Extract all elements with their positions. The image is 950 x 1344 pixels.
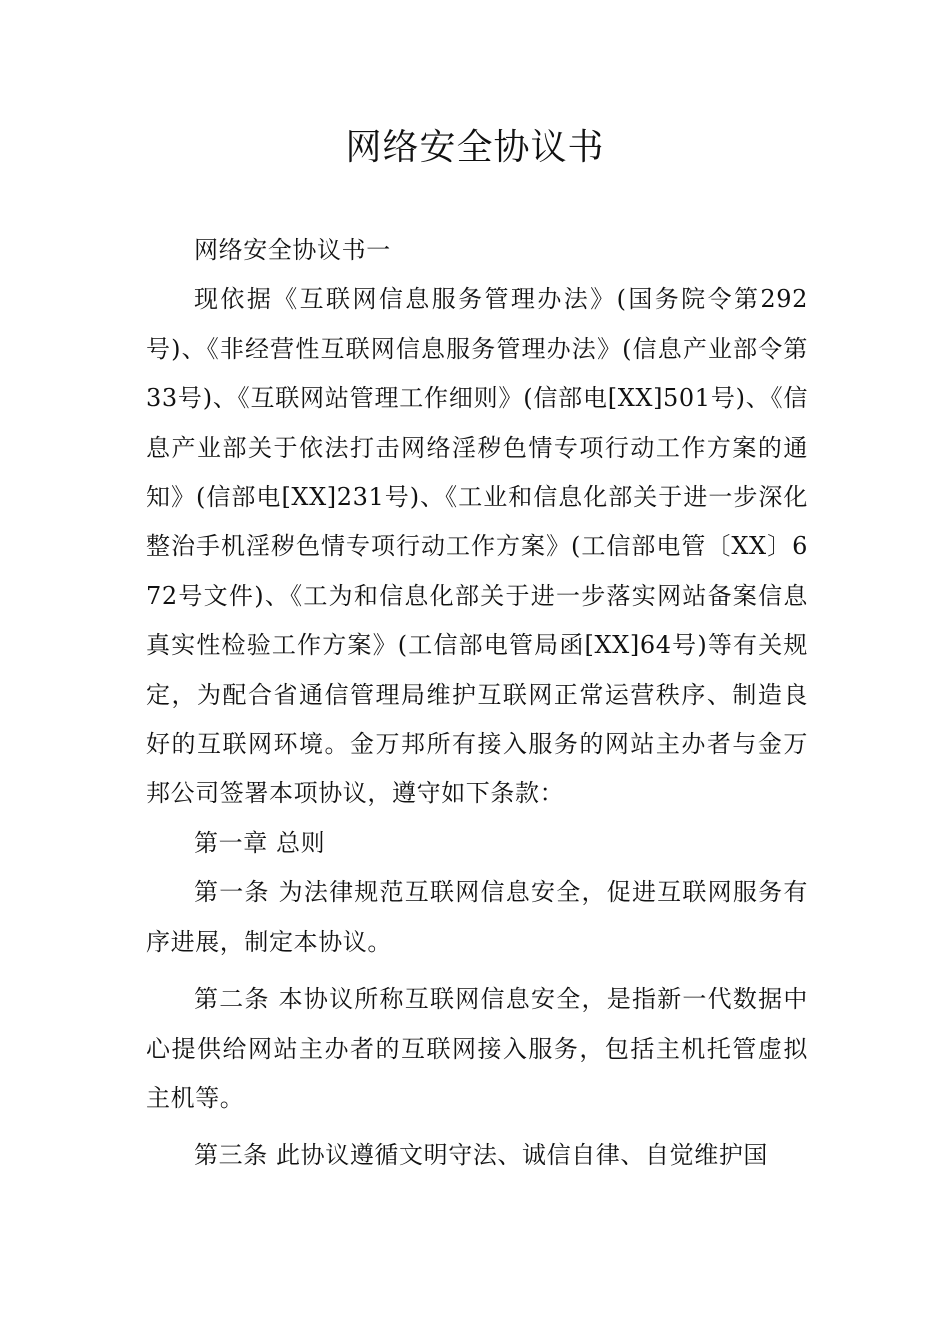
article-2-paragraph: 第二条 本协议所称互联网信息安全，是指新一代数据中心提供给网站主办者的互联网接入服务，包括主机托管虚拟主机等。 [146, 985, 808, 1112]
paragraph-gap [146, 1123, 808, 1131]
article-3-paragraph: 第三条 此协议遵循文明守法、诚信自律、自觉维护国 [194, 1141, 769, 1170]
article-1-paragraph: 第一条 为法律规范互联网信息安全，促进互联网服务有序进展，制定本协议。 [146, 878, 808, 956]
paragraph-gap [146, 967, 808, 975]
chapter-heading: 第一章 总则 [194, 828, 326, 857]
document-body [146, 226, 808, 1181]
document-title: 网络安全协议书 [345, 127, 605, 168]
section-subtitle: 网络安全协议书一 [194, 236, 391, 264]
preamble-paragraph: 现依据《互联网信息服务管理办法》(国务院令第292号)、《非经营性互联网信息服务管理办法》(信息产业部令第33号)、《互联网站管理工作细则》(信部电[XX]501号)、《信息产业部关于依法打击网络淫秽色情专项行动工作方案的通知》(信部电[XX]231号)、《工业和信息化部关于进一步深化整治手机淫秽色情专项行动工作方案》(工信部电管〔XX〕672号文件)、《工为和信息化部关于进一步落实网站备案信息真实性检验工作方案》(工信部电管局函[XX]64号)等有关规定，为配合省通信管理局维护互联网正常运营秩序、制造良好的互联网环境。金万邦所有接入服务的网站主办者与金万邦公司签署本项协议，遵守如下条款： [146, 285, 808, 808]
